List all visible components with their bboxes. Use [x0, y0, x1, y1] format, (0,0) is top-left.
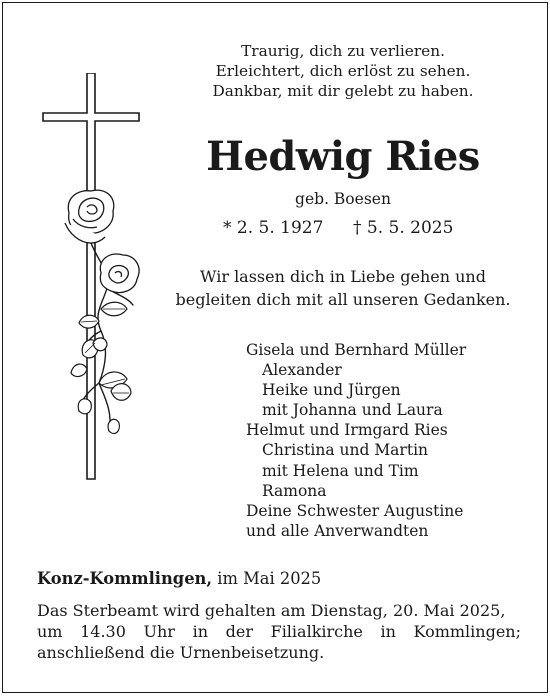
- mourners-list: [246, 340, 536, 541]
- birth-name: geb. Boesen: [295, 190, 391, 208]
- verse: [193, 41, 493, 101]
- place-date: [37, 568, 517, 590]
- mourner-line: Alexander: [262, 361, 342, 380]
- obituary-notice: [2, 2, 548, 693]
- mourner-line: Helmut und Irmgard Ries: [246, 421, 448, 440]
- deceased-name: Hedwig Ries: [206, 133, 480, 180]
- death-date: † 5. 5. 2025: [353, 218, 454, 238]
- mourner-line: Christina und Martin: [262, 441, 429, 460]
- verse-line: Erleichtert, dich erlöst zu sehen.: [215, 62, 471, 80]
- service-line: Das Sterbeamt wird gehalten am Dienstag, 20. Mai 2025,: [37, 601, 506, 620]
- service-line: um 14.30 Uhr in der Filialkirche in Kommlingen;: [37, 622, 521, 641]
- mourner-line: und alle Anverwandten: [246, 521, 429, 540]
- mourner-line: mit Helena und Tim: [262, 461, 419, 480]
- cross-with-roses-icon: [35, 73, 145, 483]
- verse-line: Dankbar, mit dir gelebt zu haben.: [212, 82, 474, 100]
- mourner-line: mit Johanna und Laura: [262, 401, 443, 420]
- date: im Mai 2025: [217, 569, 322, 588]
- farewell-text: [158, 265, 528, 311]
- place: Konz-Kommlingen,: [37, 569, 213, 588]
- farewell-line: Wir lassen dich in Liebe gehen und: [200, 267, 486, 286]
- mourner-line: Gisela und Bernhard Müller: [246, 341, 467, 359]
- birth-date: * 2. 5. 1927: [223, 218, 324, 238]
- verse-line: Traurig, dich zu verlieren.: [241, 42, 445, 60]
- mourner-line: Heike und Jürgen: [262, 381, 401, 400]
- service-line: anschließend die Urnenbeisetzung.: [37, 643, 325, 662]
- mourner-line: Deine Schwester Augustine: [246, 501, 464, 520]
- mourner-line: Ramona: [262, 481, 327, 500]
- farewell-line: begleiten dich mit all unseren Gedanken.: [175, 290, 511, 309]
- service-info: [37, 600, 521, 663]
